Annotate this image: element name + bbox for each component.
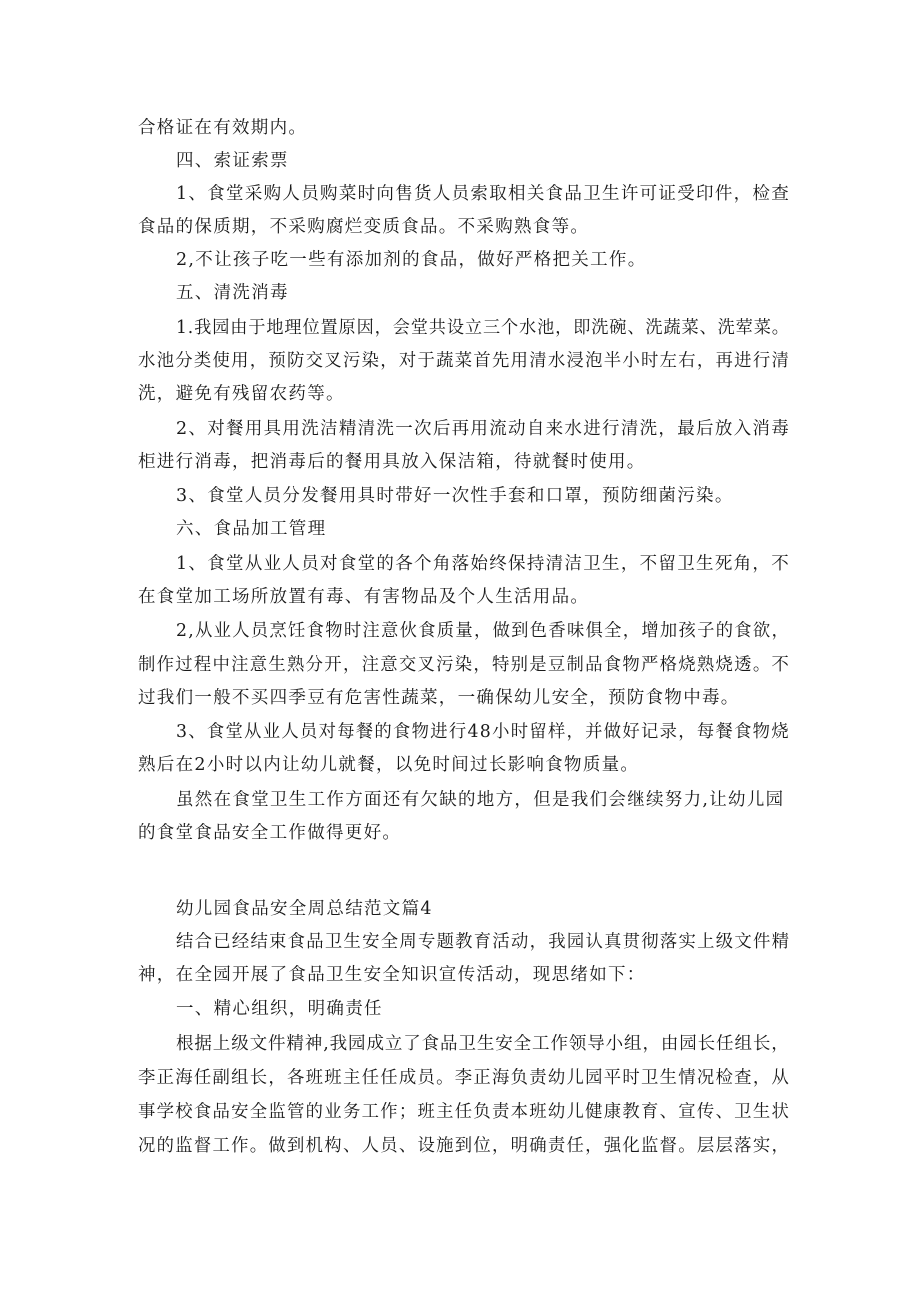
- text-line: 水池分类使用，预防交叉污染，对于蔬菜首先用清水浸泡半小时左右，再进行清: [138, 351, 791, 371]
- text-line: 事学校食品安全监管的业务工作；班主任负责本班幼儿健康教育、宣传、卫生状: [138, 1102, 791, 1122]
- section-heading: 五、清洗消毒: [176, 283, 289, 303]
- text-line: 李正海任副组长，各班班主任任成员。李正海负责幼儿园平时卫生情况检查，从: [138, 1068, 791, 1088]
- text-line: 2,从业人员烹饪食物时注意伙食质量，做到色香味俱全，增加孩子的食欲，: [176, 621, 791, 641]
- text-line: 2,不让孩子吃一些有添加剂的食品，做好严格把关工作。: [176, 250, 647, 270]
- text-line: 熟后在2小时以内让幼儿就餐，以免时间过长影响食物质量。: [138, 755, 640, 775]
- text-line: 结合已经结束食品卫生安全周专题教育活动，我园认真贯彻落实上级文件精: [176, 932, 791, 952]
- text-line: 况的监督工作。做到机构、人员、设施到位，明确责任，强化监督。层层落实，: [138, 1136, 791, 1156]
- text-line: 虽然在食堂卫生工作方面还有欠缺的地方，但是我们会继续努力,让幼儿园: [176, 790, 785, 810]
- text-line: 合格证在有效期内。: [138, 118, 308, 138]
- text-line: 2、对餐用具用洗洁精清洗一次后再用流动自来水进行清洗，最后放入消毒: [176, 419, 791, 439]
- text-line: 洗，避免有残留农药等。: [138, 384, 345, 404]
- text-line: 制作过程中注意生熟分开，注意交叉污染，特别是豆制品食物严格烧熟烧透。不: [138, 655, 791, 675]
- text-line: 根据上级文件精神,我园成立了食品卫生安全工作领导小组，由园长任组长，: [176, 1034, 790, 1054]
- text-line: 柜进行消毒，把消毒后的餐用具放入保洁箱，待就餐时使用。: [138, 452, 646, 472]
- text-line: 1、食堂从业人员对食堂的各个角落始终保持清洁卫生，不留卫生死角，不: [176, 554, 791, 574]
- text-line: 3、食堂人员分发餐用具时带好一次性手套和口罩，预防细菌污染。: [176, 486, 734, 506]
- text-line: 1.我园由于地理位置原因，会堂共设立三个水池，即洗碗、洗蔬菜、洗荤菜。: [176, 318, 790, 338]
- section-heading: 四、索证索票: [176, 151, 289, 171]
- text-line: 3、食堂从业人员对每餐的食物进行48小时留样，并做好记录，每餐食物烧: [176, 722, 790, 742]
- article-title: 幼儿园食品安全周总结范文篇4: [176, 899, 433, 919]
- text-line: 过我们一般不买四季豆有危害性蔬菜，一确保幼儿安全，预防食物中毒。: [138, 688, 740, 708]
- text-line: 在食堂加工场所放置有毒、有害物品及个人生活用品。: [138, 587, 590, 607]
- section-heading: 一、精心组织，明确责任: [176, 999, 383, 1019]
- text-line: 的食堂食品安全工作做得更好。: [138, 823, 402, 843]
- text-line: 食品的保质期，不采购腐烂变质食品。不采购熟食等。: [138, 217, 590, 237]
- text-line: 1、食堂采购人员购菜时向售货人员索取相关食品卫生许可证受印件，检查: [176, 184, 791, 204]
- text-line: 神，在全园开展了食品卫生安全知识宣传活动，现思绪如下：: [138, 965, 646, 985]
- section-heading: 六、食品加工管理: [176, 519, 327, 539]
